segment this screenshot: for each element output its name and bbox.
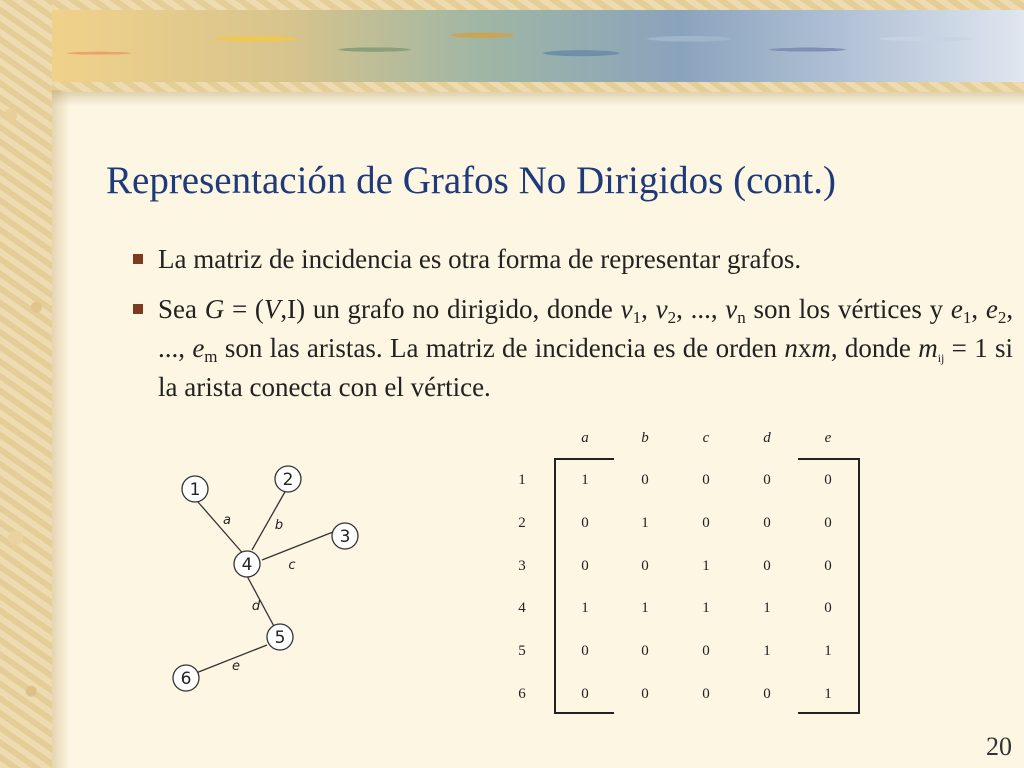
- node-label: 4: [241, 555, 253, 575]
- matrix-cell: 1: [581, 472, 589, 488]
- undirected-graph: [150, 450, 380, 700]
- matrix-cell: 1: [702, 558, 710, 574]
- left-texture-strip: [0, 0, 52, 768]
- bullet-square-icon: [133, 254, 143, 264]
- matrix-col-header: b: [641, 430, 649, 446]
- matrix-col-header: d: [763, 430, 771, 446]
- decorative-banner-image: [40, 10, 1024, 82]
- matrix-cell: 0: [702, 686, 710, 702]
- matrix-row-label: 5: [518, 643, 526, 659]
- matrix-cell: 0: [702, 515, 710, 531]
- edge-label: d: [251, 599, 261, 614]
- bullet-incidence-matrix: [133, 240, 1013, 279]
- edge-label: b: [274, 518, 284, 533]
- bullet-graph-definition: [133, 290, 1013, 407]
- bullet-square-icon: [133, 304, 143, 314]
- edge-c: [262, 532, 333, 560]
- matrix-cell: 0: [641, 686, 649, 702]
- node-label: 3: [339, 527, 351, 547]
- matrix-cell: 0: [824, 472, 832, 488]
- matrix-row-label: 6: [518, 686, 526, 702]
- matrix-col-header: e: [824, 430, 832, 446]
- matrix-cell: 0: [581, 686, 589, 702]
- matrix-cell: 0: [824, 600, 832, 616]
- matrix-cell: 1: [763, 600, 771, 616]
- matrix-cell: 0: [824, 558, 832, 574]
- matrix-col-header: a: [581, 430, 589, 446]
- node-label: 6: [180, 669, 192, 689]
- matrix-row-label: 4: [518, 600, 526, 616]
- matrix-col-header: c: [702, 430, 710, 446]
- edge-label: a: [223, 513, 231, 528]
- matrix-cell: 1: [702, 600, 710, 616]
- matrix-cell: 1: [824, 686, 832, 702]
- matrix-cell: 0: [641, 643, 649, 659]
- matrix-cell: 0: [763, 515, 771, 531]
- matrix-row-label: 1: [518, 472, 526, 488]
- matrix-cell: 0: [763, 686, 771, 702]
- node-label: 5: [274, 628, 286, 648]
- matrix-cell: 0: [824, 515, 832, 531]
- edge-label: c: [288, 558, 296, 573]
- matrix-cell: 1: [763, 643, 771, 659]
- bullet-text: La matriz de incidencia es otra forma de representar grafos.: [158, 244, 802, 274]
- matrix-cell: 1: [641, 515, 649, 531]
- banner-shadow: [52, 92, 1024, 106]
- node-label: 1: [189, 480, 201, 500]
- page-number: 20: [986, 732, 1012, 761]
- matrix-cell: 0: [641, 558, 649, 574]
- matrix-cell: 0: [581, 558, 589, 574]
- matrix-cell: 1: [641, 600, 649, 616]
- matrix-right-bracket: [798, 458, 860, 714]
- edge-a: [198, 502, 246, 557]
- bullet-text: Sea G = (V,I) un grafo no dirigido, donde $v_1$, $v_2$, ..., $v_n$ son los vértices y $e_1$, $e_2$, ..., $e_m$ son las aristas. La matriz de incidencia es de orden nxm, donde $m_{ij} = 1$ si la arista conecta con el vértice.: [158, 294, 1014, 402]
- node-label: 2: [282, 470, 294, 490]
- matrix-cell: 0: [702, 643, 710, 659]
- matrix-cell: 0: [641, 472, 649, 488]
- matrix-row-label: 3: [518, 558, 526, 574]
- slide-title: Representación de Grafos No Dirigidos (cont.): [106, 159, 836, 202]
- matrix-cell: 1: [824, 643, 832, 659]
- matrix-cell: 0: [702, 472, 710, 488]
- matrix-cell: 0: [763, 558, 771, 574]
- matrix-cell: 0: [581, 515, 589, 531]
- matrix-cell: 0: [763, 472, 771, 488]
- matrix-cell: 0: [581, 643, 589, 659]
- matrix-row-label: 2: [518, 515, 526, 531]
- matrix-cell: 1: [581, 600, 589, 616]
- edge-label: e: [232, 659, 240, 674]
- matrix-left-bracket: [554, 458, 614, 714]
- left-shadow: [52, 90, 70, 768]
